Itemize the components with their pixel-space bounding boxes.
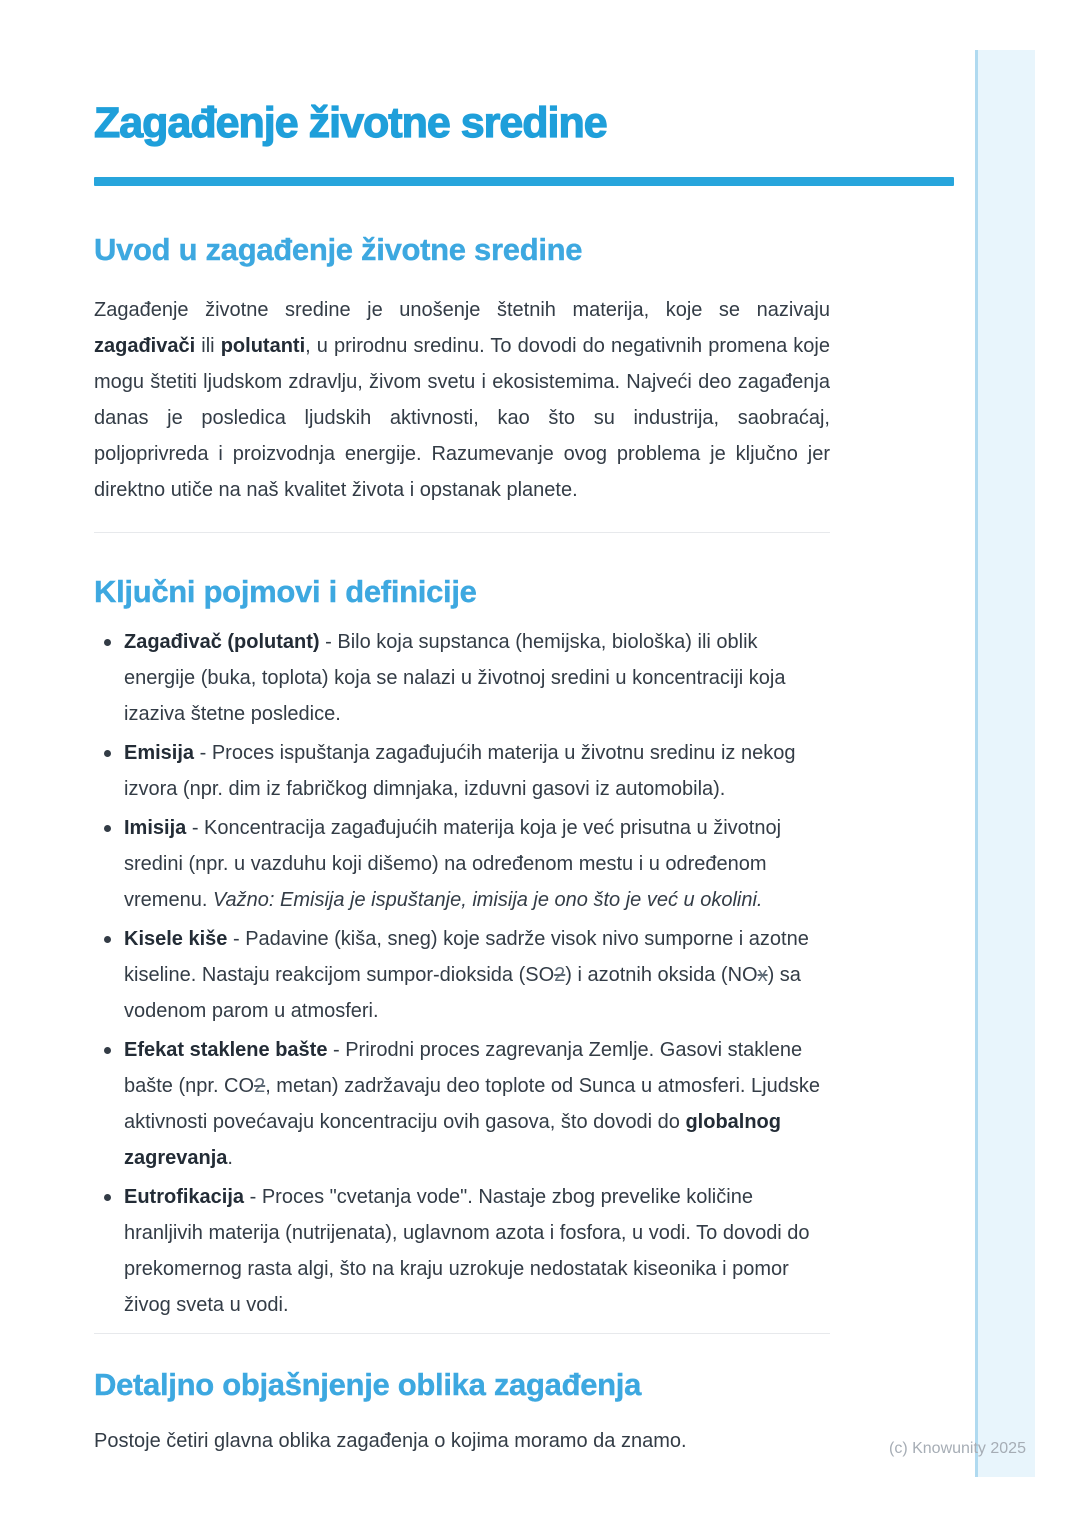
list-item-zagadjivac (94, 624, 830, 732)
bullet-dot-icon (104, 1194, 111, 1201)
list-item-text: Kisele kiše - Padavine (kiša, sneg) koje sadrže visok nivo sumporne i azotne kiseline. Nastaju reakcijom sumpor-dioksida (SO2) i azotnih oksida (NOx) sa vodenom parom u atmosferi. (124, 928, 809, 1022)
list-item-efekat-staklene-baste (94, 1032, 830, 1176)
bullet-dot-icon (104, 1047, 111, 1054)
content-column (94, 0, 954, 1459)
section-divider (94, 532, 830, 533)
section-divider (94, 1333, 830, 1334)
list-item-text: Emisija - Proces ispuštanja zagađujućih materija u životnu sredinu iz nekog izvora (npr. dim iz fabričkog dimnjaka, izduvni gasovi iz automobila). (124, 742, 796, 800)
list-item-emisija (94, 735, 830, 807)
definitions-list (94, 624, 830, 1323)
right-margin-stripe (975, 50, 1035, 1477)
list-item-kisele-kise (94, 921, 830, 1029)
list-item-imisija (94, 810, 830, 918)
bullet-dot-icon (104, 750, 111, 757)
title-underline-bar (94, 177, 954, 186)
section-heading-kljucni-pojmovi: Ključni pojmovi i definicije (94, 574, 477, 609)
list-item-eutrofikacija (94, 1179, 830, 1323)
list-item-text: Zagađivač (polutant) - Bilo koja supstanca (hemijska, biološka) ili oblik energije (buka, toplota) koja se nalazi u životnoj sredini u koncentraciji koja izaziva štetne posledice. (124, 631, 786, 725)
section-heading-uvod: Uvod u zagađenje životne sredine (94, 232, 583, 267)
intro-paragraph: Zagađenje životne sredine je unošenje štetnih materija, koje se nazivaju zagađivači ili polutanti, u prirodnu sredinu. To dovodi do negativnih promena koje mogu štetiti ljudskom zdravlju, živom svetu i ekosistemima. Najveći deo zagađenja danas je posledica ljudskih aktivnosti, kao što su industrija, saobraćaj, poljoprivreda i proizvodnja energije. Razumevanje ovog problema je ključno jer direktno utiče na naš kvalitet života i opstanak planete. (94, 299, 830, 501)
list-item-text: Efekat staklene bašte - Prirodni proces zagrevanja Zemlje. Gasovi staklene bašte (npr. CO2, metan) zadržavaju deo toplote od Sunca u atmosferi. Ljudske aktivnosti povećavaju koncentraciju ovih gasova, što dovodi do globalnog zagrevanja. (124, 1039, 820, 1169)
section-heading-detaljno: Detaljno objašnjenje oblika zagađenja (94, 1367, 642, 1402)
list-item-text: Imisija - Koncentracija zagađujućih materija koja je već prisutna u životnoj sredini (npr. u vazduhu koji dišemo) na određenom mestu i u određenom vremenu. Važno: Emisija je ispuštanje, imisija je ono što je već u okolini. (124, 817, 782, 911)
closing-paragraph: Postoje četiri glavna oblika zagađenja o kojima moramo da znamo. (94, 1430, 687, 1452)
list-item-text: Eutrofikacija - Proces "cvetanja vode". Nastaje zbog prevelike količine hranljivih materija (nutrijenata), uglavnom azota i fosfora, u vodi. To dovodi do prekomernog rasta algi, što na kraju uzrokuje nedostatak kiseonika i pomor živog sveta u vodi. (124, 1186, 810, 1316)
bullet-dot-icon (104, 639, 111, 646)
watermark: (c) Knowunity 2025 (889, 1440, 1026, 1457)
bullet-dot-icon (104, 825, 111, 832)
page-title: Zagađenje životne sredine (94, 99, 607, 147)
bullet-dot-icon (104, 936, 111, 943)
